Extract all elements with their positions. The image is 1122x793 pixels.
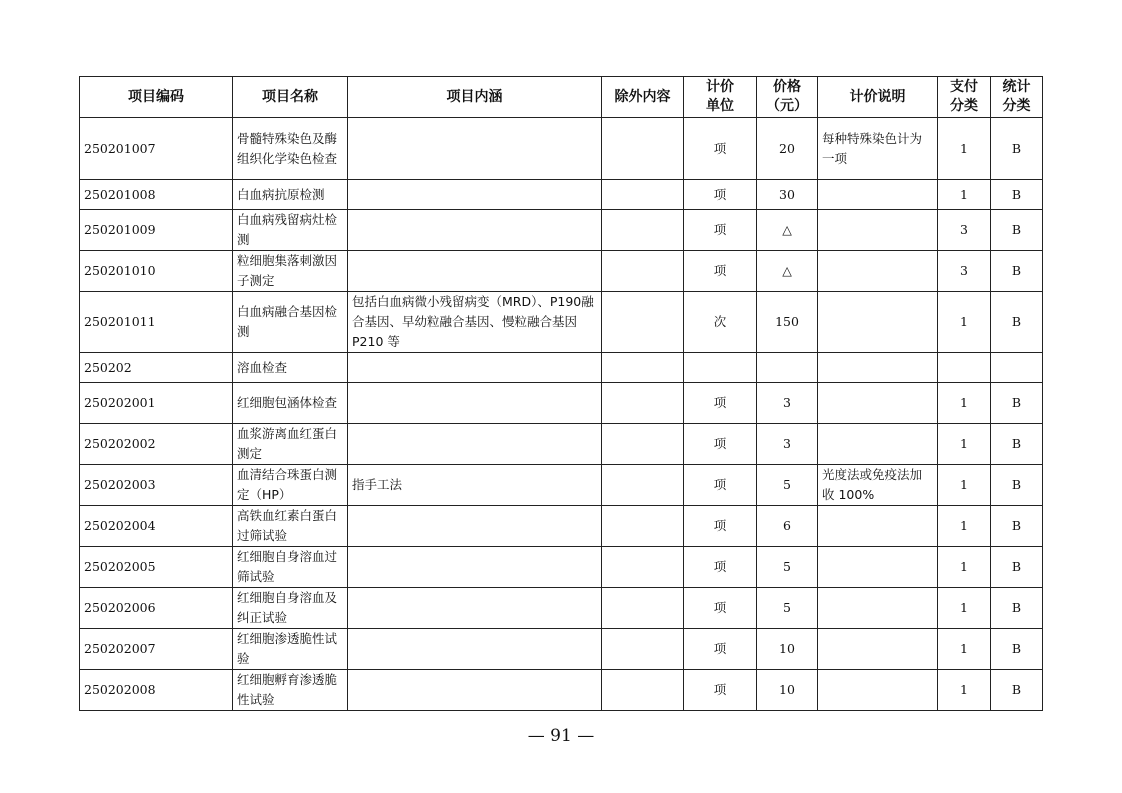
header-unit-line2: 单位 bbox=[706, 98, 734, 114]
cell-unit: 项 bbox=[684, 465, 757, 506]
cell-content bbox=[348, 353, 602, 383]
cell-pay bbox=[938, 353, 991, 383]
cell-code: 250201011 bbox=[80, 292, 233, 353]
cell-note bbox=[818, 588, 938, 629]
cell-pay: 1 bbox=[938, 292, 991, 353]
cell-note bbox=[818, 506, 938, 547]
table-row bbox=[80, 424, 1043, 465]
cell-content bbox=[348, 506, 602, 547]
cell-exclusions bbox=[602, 292, 684, 353]
header-stat-line1: 统计 bbox=[1002, 79, 1031, 95]
cell-exclusions bbox=[602, 424, 684, 465]
cell-unit: 项 bbox=[684, 670, 757, 711]
table-row bbox=[80, 383, 1043, 424]
header-unit bbox=[684, 77, 757, 118]
cell-content: 包括白血病微小残留病变（MRD）、P190融合基因、早幼粒融合基因、慢粒融合基因 P210 等 bbox=[348, 292, 602, 353]
cell-unit: 项 bbox=[684, 180, 757, 210]
cell-price: 5 bbox=[757, 588, 818, 629]
cell-code: 250201007 bbox=[80, 118, 233, 180]
cell-content bbox=[348, 251, 602, 292]
table-row bbox=[80, 292, 1043, 353]
cell-name: 白血病抗原检测 bbox=[233, 180, 348, 210]
cell-note: 光度法或免疫法加收 100% bbox=[818, 465, 938, 506]
cell-stat: B bbox=[991, 180, 1043, 210]
cell-name: 粒细胞集落刺激因子测定 bbox=[233, 251, 348, 292]
cell-note bbox=[818, 353, 938, 383]
cell-note bbox=[818, 670, 938, 711]
cell-note bbox=[818, 251, 938, 292]
cell-pay: 1 bbox=[938, 547, 991, 588]
cell-note bbox=[818, 547, 938, 588]
cell-price: △ bbox=[757, 251, 818, 292]
cell-note bbox=[818, 383, 938, 424]
cell-price: 3 bbox=[757, 424, 818, 465]
cell-price: 10 bbox=[757, 670, 818, 711]
cell-unit: 项 bbox=[684, 118, 757, 180]
cell-unit: 项 bbox=[684, 547, 757, 588]
cell-code: 250201008 bbox=[80, 180, 233, 210]
table-row bbox=[80, 670, 1043, 711]
cell-pay: 3 bbox=[938, 251, 991, 292]
cell-name: 红细胞渗透脆性试验 bbox=[233, 629, 348, 670]
cell-pay: 1 bbox=[938, 424, 991, 465]
cell-content bbox=[348, 629, 602, 670]
cell-unit: 项 bbox=[684, 588, 757, 629]
cell-code: 250202 bbox=[80, 353, 233, 383]
cell-note bbox=[818, 180, 938, 210]
cell-pay: 1 bbox=[938, 588, 991, 629]
cell-code: 250202002 bbox=[80, 424, 233, 465]
cell-stat: B bbox=[991, 292, 1043, 353]
cell-price: 150 bbox=[757, 292, 818, 353]
cell-code: 250201010 bbox=[80, 251, 233, 292]
cell-content: 指手工法 bbox=[348, 465, 602, 506]
header-unit-line1: 计价 bbox=[706, 79, 734, 95]
cell-code: 250202007 bbox=[80, 629, 233, 670]
header-price-line1: 价格 bbox=[773, 79, 801, 95]
cell-code: 250202006 bbox=[80, 588, 233, 629]
cell-content bbox=[348, 210, 602, 251]
cell-note bbox=[818, 210, 938, 251]
header-note: 计价说明 bbox=[818, 77, 938, 118]
cell-price: 20 bbox=[757, 118, 818, 180]
cell-content bbox=[348, 118, 602, 180]
cell-exclusions bbox=[602, 588, 684, 629]
table-row bbox=[80, 210, 1043, 251]
cell-name: 红细胞孵育渗透脆性试验 bbox=[233, 670, 348, 711]
table-row bbox=[80, 118, 1043, 180]
table-row bbox=[80, 588, 1043, 629]
cell-pay: 1 bbox=[938, 118, 991, 180]
cell-price bbox=[757, 353, 818, 383]
header-stat-line2: 分类 bbox=[1002, 98, 1031, 114]
cell-pay: 1 bbox=[938, 629, 991, 670]
cell-price: △ bbox=[757, 210, 818, 251]
cell-content bbox=[348, 547, 602, 588]
cell-name: 骨髓特殊染色及酶组织化学染色检查 bbox=[233, 118, 348, 180]
cell-code: 250202001 bbox=[80, 383, 233, 424]
header-exclusions: 除外内容 bbox=[602, 77, 684, 118]
cell-exclusions bbox=[602, 383, 684, 424]
cell-pay: 1 bbox=[938, 670, 991, 711]
header-price-line2: （元） bbox=[766, 98, 808, 114]
cell-pay: 1 bbox=[938, 506, 991, 547]
header-stat bbox=[991, 77, 1043, 118]
cell-unit: 项 bbox=[684, 210, 757, 251]
cell-stat: B bbox=[991, 670, 1043, 711]
cell-stat: B bbox=[991, 424, 1043, 465]
cell-price: 10 bbox=[757, 629, 818, 670]
cell-exclusions bbox=[602, 118, 684, 180]
cell-stat: B bbox=[991, 210, 1043, 251]
cell-code: 250202004 bbox=[80, 506, 233, 547]
header-code: 项目编码 bbox=[80, 77, 233, 118]
table-row bbox=[80, 180, 1043, 210]
cell-price: 3 bbox=[757, 383, 818, 424]
cell-name: 红细胞自身溶血及纠正试验 bbox=[233, 588, 348, 629]
header-pay-line2: 分类 bbox=[950, 98, 978, 114]
cell-name: 血浆游离血红蛋白测定 bbox=[233, 424, 348, 465]
table-row bbox=[80, 506, 1043, 547]
header-pay-line1: 支付 bbox=[950, 79, 978, 95]
price-table bbox=[79, 76, 1043, 711]
cell-name: 溶血检查 bbox=[233, 353, 348, 383]
cell-name: 高铁血红素白蛋白过筛试验 bbox=[233, 506, 348, 547]
cell-content bbox=[348, 383, 602, 424]
cell-unit: 项 bbox=[684, 506, 757, 547]
cell-exclusions bbox=[602, 629, 684, 670]
cell-name: 血清结合珠蛋白测定（HP） bbox=[233, 465, 348, 506]
cell-content bbox=[348, 180, 602, 210]
table-row bbox=[80, 547, 1043, 588]
cell-exclusions bbox=[602, 210, 684, 251]
table-row bbox=[80, 353, 1043, 383]
cell-code: 250201009 bbox=[80, 210, 233, 251]
table-row bbox=[80, 465, 1043, 506]
cell-exclusions bbox=[602, 251, 684, 292]
cell-stat: B bbox=[991, 118, 1043, 180]
cell-note bbox=[818, 629, 938, 670]
cell-stat: B bbox=[991, 465, 1043, 506]
cell-price: 5 bbox=[757, 465, 818, 506]
cell-exclusions bbox=[602, 353, 684, 383]
cell-note: 每种特殊染色计为一项 bbox=[818, 118, 938, 180]
table-row bbox=[80, 251, 1043, 292]
cell-pay: 1 bbox=[938, 180, 991, 210]
cell-price: 5 bbox=[757, 547, 818, 588]
table-row bbox=[80, 629, 1043, 670]
cell-content bbox=[348, 670, 602, 711]
cell-code: 250202005 bbox=[80, 547, 233, 588]
cell-exclusions bbox=[602, 465, 684, 506]
cell-name: 红细胞自身溶血过筛试验 bbox=[233, 547, 348, 588]
cell-stat: B bbox=[991, 588, 1043, 629]
cell-stat: B bbox=[991, 251, 1043, 292]
cell-pay: 1 bbox=[938, 383, 991, 424]
cell-price: 6 bbox=[757, 506, 818, 547]
cell-unit: 项 bbox=[684, 383, 757, 424]
cell-unit: 次 bbox=[684, 292, 757, 353]
cell-stat: B bbox=[991, 629, 1043, 670]
cell-content bbox=[348, 424, 602, 465]
cell-pay: 1 bbox=[938, 465, 991, 506]
header-name: 项目名称 bbox=[233, 77, 348, 118]
header-price bbox=[757, 77, 818, 118]
cell-stat: B bbox=[991, 383, 1043, 424]
cell-stat: B bbox=[991, 506, 1043, 547]
cell-content bbox=[348, 588, 602, 629]
cell-stat bbox=[991, 353, 1043, 383]
cell-unit: 项 bbox=[684, 251, 757, 292]
cell-unit: 项 bbox=[684, 629, 757, 670]
header-content: 项目内涵 bbox=[348, 77, 602, 118]
cell-name: 白血病残留病灶检测 bbox=[233, 210, 348, 251]
cell-code: 250202003 bbox=[80, 465, 233, 506]
cell-unit bbox=[684, 353, 757, 383]
page-number: — 91 — bbox=[527, 726, 595, 746]
cell-exclusions bbox=[602, 506, 684, 547]
header-pay bbox=[938, 77, 991, 118]
cell-code: 250202008 bbox=[80, 670, 233, 711]
cell-name: 白血病融合基因检测 bbox=[233, 292, 348, 353]
header-row bbox=[80, 77, 1043, 118]
cell-note bbox=[818, 292, 938, 353]
cell-exclusions bbox=[602, 547, 684, 588]
cell-exclusions bbox=[602, 670, 684, 711]
cell-note bbox=[818, 424, 938, 465]
cell-unit: 项 bbox=[684, 424, 757, 465]
cell-exclusions bbox=[602, 180, 684, 210]
cell-pay: 3 bbox=[938, 210, 991, 251]
cell-stat: B bbox=[991, 547, 1043, 588]
cell-name: 红细胞包涵体检查 bbox=[233, 383, 348, 424]
cell-price: 30 bbox=[757, 180, 818, 210]
